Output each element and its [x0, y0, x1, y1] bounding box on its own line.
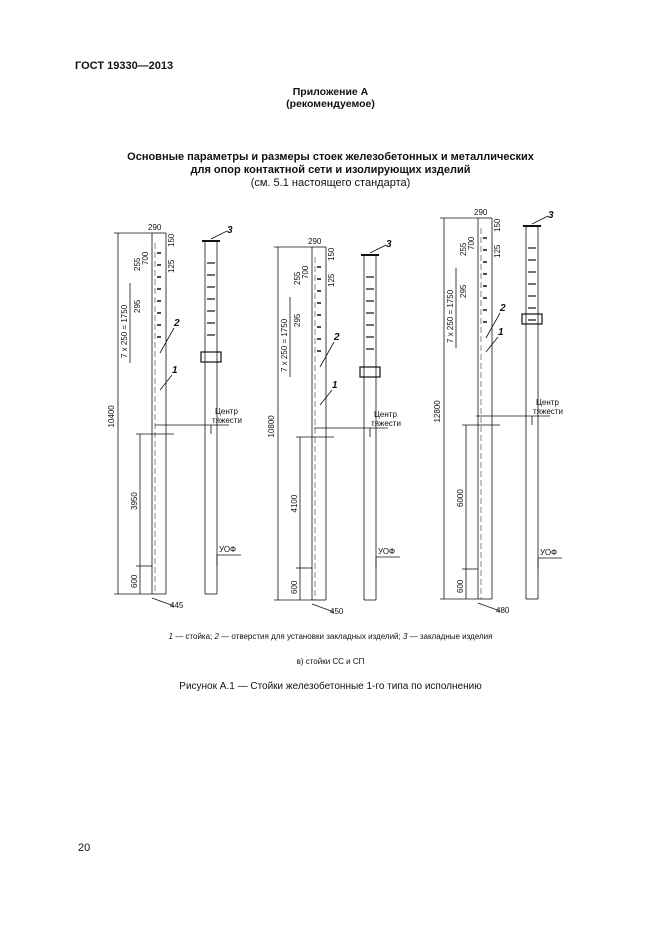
pole-1-callout-2: 2	[174, 318, 180, 329]
pole-1-hole-spacing: 7 x 250 = 1750	[120, 304, 129, 358]
pole-3-top-dim-3: 295	[459, 284, 468, 298]
pole-2-total-length: 10800	[267, 415, 276, 438]
pole-1-top-dim-5: 125	[167, 259, 176, 273]
pole-2-cg-label-1: Центр	[374, 410, 397, 419]
pole-3-ground-label: УОФ	[540, 548, 558, 557]
appendix-title: Приложение А	[292, 86, 369, 98]
pole-3-total-length: 12800	[433, 400, 442, 423]
pole-1-embedded-item	[201, 352, 221, 362]
pole-2-width: 450	[330, 607, 344, 616]
pole-3-embedded-item	[522, 314, 542, 324]
pole-2-top-dim-2: 700	[301, 265, 310, 279]
appendix-subtitle: (рекомендуемое)	[286, 98, 375, 110]
pole-1-cg-label-2: тяжести	[212, 416, 242, 425]
pole-1-bottom-length: 600	[130, 574, 139, 588]
figure-caption: Рисунок А.1 — Стойки железобетонные 1-го типа по исполнению	[179, 681, 482, 692]
legend-num-3: 3	[402, 632, 408, 641]
pole-3-top-dim-1: 255	[459, 242, 468, 256]
pole-2-top-width: 290	[308, 237, 322, 246]
pole-1-top-dim-3: 295	[133, 299, 142, 313]
pole-2-cg-label-2: тяжести	[371, 419, 401, 428]
pole-2-embedded-item	[360, 367, 380, 377]
pole-3-top-dim-5: 125	[493, 244, 502, 258]
pole-3-top-width: 290	[474, 208, 488, 217]
pole-1-callout-1: 1	[172, 365, 178, 376]
pole-3-lower-length: 6000	[456, 489, 465, 507]
pole-2-top-dim-5: 125	[327, 273, 336, 287]
pole-2-callout-3: 3	[386, 239, 392, 250]
pole-3-callout-2: 2	[500, 303, 506, 314]
pole-2-lower-length: 4100	[290, 494, 299, 513]
figure-title-line3: (см. 5.1 настоящего стандарта)	[250, 177, 411, 189]
figure-title-line2: для опор контактной сети и изолирующих изделий	[190, 164, 471, 176]
pole-3-cg-label-1: Центр	[536, 398, 559, 407]
pole-1-cg-label-1: Центр	[215, 407, 238, 416]
legend-text-3: — закладные изделия	[407, 632, 493, 641]
pole-1-ground-label: УОФ	[219, 545, 237, 554]
figure-title-line1: Основные параметры и размеры стоек железобетонных и металлических	[127, 151, 534, 163]
pole-3-width: 480	[496, 606, 510, 615]
pole-2-callout-3-leader	[370, 245, 386, 253]
pole-2-ground-label: УОФ	[378, 547, 396, 556]
pole-1-top-width: 290	[148, 223, 162, 232]
pole-1-top-dim-4: 150	[167, 233, 176, 247]
pole-3-callout-1: 1	[498, 327, 504, 338]
pole-1-callout-3: 3	[227, 225, 233, 236]
document-header: ГОСТ 19330—2013	[75, 60, 174, 72]
pole-3-callout-3: 3	[548, 210, 554, 221]
pole-3-cg-label-2: тяжести	[533, 407, 563, 416]
page-number: 20	[78, 842, 91, 854]
legend-text-1: — стойка;	[172, 632, 215, 641]
pole-1-callout-3-leader	[211, 231, 227, 239]
pole-3-hole-spacing: 7 x 250 = 1750	[446, 289, 455, 343]
pole-2-top-dim-1: 255	[293, 271, 302, 285]
variant-label: в) стойки СС и СП	[296, 657, 365, 666]
legend-num-2: 2	[214, 632, 219, 641]
legend	[0, 632, 661, 641]
pole-2-callout-2: 2	[334, 332, 340, 343]
pole-3-top-dim-4: 150	[493, 218, 502, 232]
pole-2-bottom-length: 600	[290, 580, 299, 594]
pole-1-lower-length: 3950	[130, 492, 139, 510]
pole-1-width: 445	[170, 601, 184, 610]
pole-2-callout-1: 1	[332, 380, 338, 391]
pole-1-callout-2-leader	[160, 328, 174, 353]
pole-3-top-dim-2: 700	[467, 236, 476, 250]
pole-3-bottom-length: 600	[456, 579, 465, 593]
legend-num-1: 1	[168, 632, 173, 641]
pole-2-callout-2-leader	[320, 342, 334, 367]
pole-3-callout-3-leader	[532, 216, 548, 224]
pole-2-hole-spacing: 7 x 250 = 1750	[280, 318, 289, 372]
pole-1-total-length: 10400	[107, 405, 116, 428]
legend-text-2: — отверстия для установки закладных изделий;	[218, 632, 403, 641]
pole-1-top-dim-1: 255	[133, 257, 142, 271]
pole-1-top-dim-2: 700	[141, 251, 150, 265]
pole-2-top-dim-3: 295	[293, 313, 302, 327]
pole-2-top-dim-4: 150	[327, 247, 336, 261]
